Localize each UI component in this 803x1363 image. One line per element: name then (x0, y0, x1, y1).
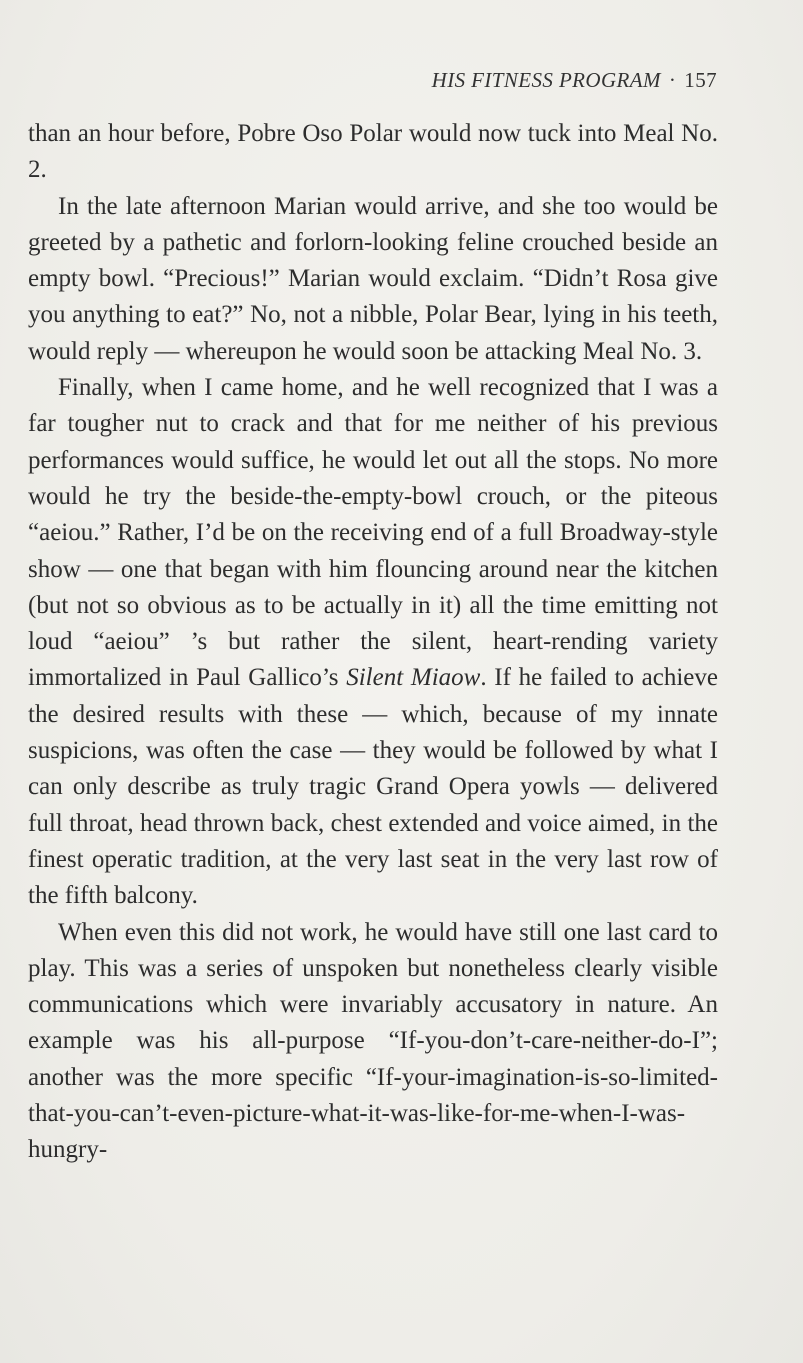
header-separator: · (668, 68, 677, 92)
paragraph-finally-text-cont: . If he failed to achieve the desired results with these — which, because of my innate suspicions, was often the case — they would be followed by what I can only describe as truly tragic Grand Opera yowls — delivered full throat, head thrown back, chest extended and voice aimed, in the finest operatic tradition, at the very last seat in the very last row of the fifth balcony. (28, 664, 718, 910)
paragraph-finally-text: Finally, when I came home, and he well recognized that I was a far tougher nut to crack and that for me neither of his previous performances would suffice, he would let out all the stops. No more would he try the beside-the-empty-bowl crouch, or the piteous “aeiou.” Rather, I’d be on the receiving end of a full Broadway-style show — one that began with him flouncing around near the kitchen (but not so obvious as to be actually in it) all the time emitting not loud “aeiou” ’s but rather the silent, heart-rending variety immortalized in Paul Gallico’s (28, 374, 718, 692)
paragraph-continued: than an hour before, Pobre Oso Polar would now tuck into Meal No. 2. (28, 120, 718, 184)
paragraph-finally (28, 370, 718, 914)
body-text (28, 116, 718, 1169)
paragraph-last-card: When even this did not work, he would have still one last card to play. This was a series of unspoken but nonetheless clearly visible communications which were invariably accusatory in nature. An example was his all-purpose “If-you-don’t-care-neither-do-I”; another was the more specific “If-your-imagination-is-so-limited-that-you-can’t-even-picture-what-it-was-like-for-me-when-I-was-hungry- (28, 918, 718, 1164)
paragraph-marian: In the late afternoon Marian would arrive, and she too would be greeted by a pathetic and forlorn-looking feline crouched beside an empty bowl. “Precious!” Marian would exclaim. “Didn’t Rosa give you anything to eat?” No, not a nibble, Polar Bear, lying in his teeth, would reply — whereupon he would soon be attacking Meal No. 3. (28, 192, 718, 365)
book-title-italic: Silent Miaow (346, 664, 481, 692)
page-number: 157 (684, 68, 717, 92)
chapter-title: HIS FITNESS PROGRAM (431, 68, 661, 92)
running-head (432, 68, 717, 93)
